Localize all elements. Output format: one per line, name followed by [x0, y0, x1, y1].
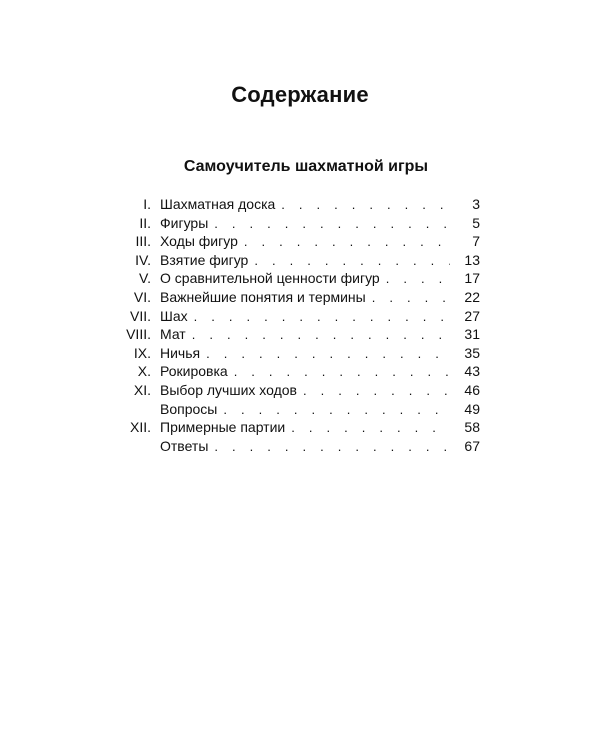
toc-entry-page: 67	[464, 437, 480, 454]
toc-entry-title: Ответы	[160, 437, 209, 454]
toc-entry-title: Мат	[160, 326, 186, 343]
toc-leader-dots	[214, 438, 450, 457]
toc-entry-number: X.	[137, 363, 151, 380]
toc-entry-number: VI.	[133, 288, 151, 305]
toc-entry-title: Взятие фигур	[160, 251, 249, 268]
toc-leader-dots	[254, 252, 450, 271]
section-title: Самоучитель шахматной игры	[183, 158, 429, 175]
toc-entry-page: 46	[464, 381, 480, 398]
toc-entry-page: 31	[464, 326, 480, 343]
toc-entry[interactable]	[120, 214, 480, 233]
toc-entry-title: Вопросы	[160, 400, 218, 417]
toc-entry-number: VIII.	[126, 326, 151, 343]
toc-entry-number: V.	[139, 270, 151, 287]
toc-entry[interactable]	[120, 232, 480, 251]
toc-entry-number: I.	[143, 196, 151, 212]
toc-entry[interactable]	[120, 400, 480, 419]
toc-entry-page: 58	[464, 419, 480, 436]
toc-entry-page: 35	[464, 344, 480, 361]
toc-entry-title: Шах	[160, 307, 188, 324]
toc-entry[interactable]	[120, 307, 480, 326]
toc-leader-dots	[223, 401, 450, 420]
table-of-contents	[120, 195, 480, 455]
toc-leader-dots	[303, 382, 450, 401]
toc-entry[interactable]	[120, 418, 480, 437]
toc-entry[interactable]	[120, 195, 480, 214]
toc-leader-dots	[244, 233, 450, 252]
toc-entry[interactable]	[120, 288, 480, 307]
toc-entry[interactable]	[120, 381, 480, 400]
toc-entry-number: VII.	[129, 307, 151, 324]
toc-leader-dots	[281, 196, 450, 215]
toc-leader-dots	[291, 419, 450, 438]
toc-entry-page: 3	[472, 196, 480, 212]
toc-entry-title: Примерные партии	[160, 419, 286, 436]
page-title: Содержание	[231, 82, 369, 107]
toc-entry[interactable]	[120, 344, 480, 363]
toc-entry-number: XII.	[129, 419, 151, 436]
toc-entry-title: Важнейшие понятия и термины	[160, 288, 366, 305]
toc-entry-page: 27	[464, 307, 480, 324]
toc-entry-title: Выбор лучших ходов	[160, 381, 297, 398]
toc-entry-title: Ничья	[160, 344, 201, 361]
toc-entry-number: XI.	[133, 381, 151, 398]
toc-entry-number: IX.	[133, 344, 151, 361]
toc-leader-dots	[234, 363, 450, 382]
toc-entry[interactable]	[120, 437, 480, 456]
toc-entry-title: Фигуры	[160, 214, 209, 231]
toc-leader-dots	[214, 215, 450, 234]
toc-entry-page: 22	[464, 288, 480, 305]
toc-entry-title: Шахматная доска	[160, 196, 276, 212]
toc-entry[interactable]	[120, 362, 480, 381]
toc-entry-title: Ходы фигур	[160, 233, 238, 250]
toc-entry-page: 5	[472, 214, 480, 231]
toc-entry[interactable]	[120, 251, 480, 270]
toc-leader-dots	[194, 308, 450, 327]
toc-entry[interactable]	[120, 269, 480, 288]
toc-leader-dots	[386, 270, 450, 289]
toc-leader-dots	[206, 345, 450, 364]
toc-entry-title: Рокировка	[160, 363, 228, 380]
toc-entry-page: 43	[464, 363, 480, 380]
toc-entry-number: IV.	[135, 251, 151, 268]
toc-entry-number: II.	[139, 214, 151, 231]
toc-entry-page: 13	[464, 251, 480, 268]
toc-entry-title: О сравнительной ценности фигур	[160, 270, 380, 287]
toc-entry-page: 17	[464, 270, 480, 287]
toc-entry-number: III.	[135, 233, 151, 250]
toc-entry-page: 49	[464, 400, 480, 417]
toc-entry-page: 7	[472, 233, 480, 250]
toc-entry[interactable]	[120, 325, 480, 344]
toc-leader-dots	[192, 326, 450, 345]
toc-leader-dots	[372, 289, 450, 308]
